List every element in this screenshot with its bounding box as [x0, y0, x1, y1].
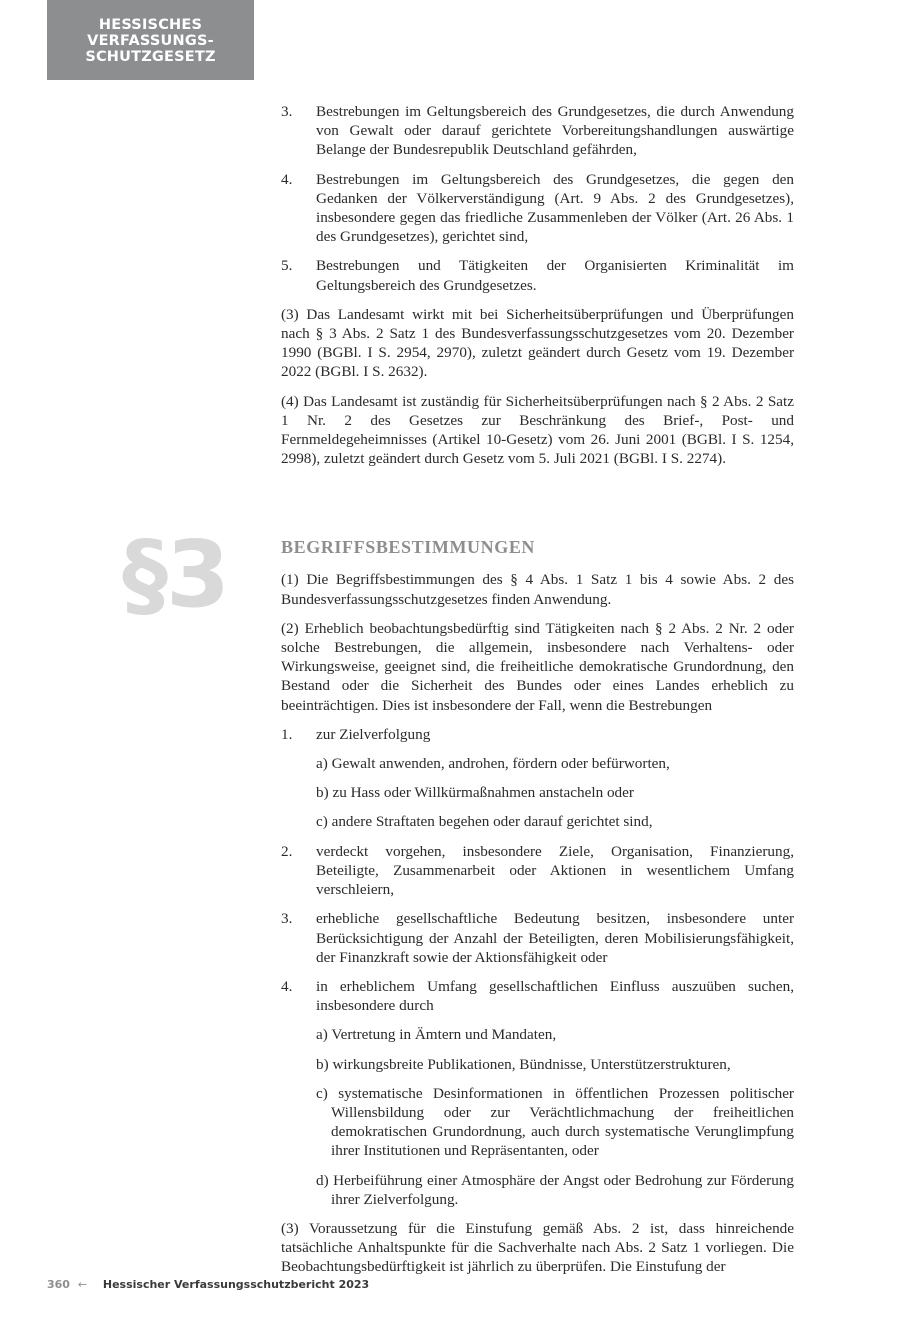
list-number: 4. [281, 170, 293, 188]
body-text [281, 102, 794, 1287]
chapter-header-line: SCHUTZGESETZ [85, 49, 216, 65]
page-number: 360 [47, 1278, 70, 1291]
paragraph: (3) Das Landesamt wirkt mit bei Sicherheitsüberprüfungen und Überprüfungen nach § 3 Abs. 2 Satz 1 des Bundesverfassungsschutzgesetzes vom 20. Dezember 1990 (BGBl. I S. 2954, 2970), zuletzt geändert durch Gesetz vom 19. Dezember 2022 (BGBl. I S. 2632). [281, 305, 794, 381]
paragraph: (3) Voraussetzung für die Einstufung gemäß Abs. 2 ist, dass hinreichende tatsächliche Anhaltspunkte für die Sachverhalte nach Abs. 2 Satz 1 vorliegen. Die Beobachtungsbedürftigkeit ist jährlich zu überprüfen. Die Einstufung der [281, 1219, 794, 1276]
list-item [281, 102, 794, 160]
list-item [281, 256, 794, 294]
list-item [281, 170, 794, 247]
list-number: 1. [281, 725, 293, 743]
section-mark: §3 [122, 521, 229, 628]
list-item [281, 977, 794, 1015]
chapter-header-line: HESSISCHES [98, 17, 203, 33]
list-number: 3. [281, 910, 293, 928]
publication-title: Hessischer Verfassungsschutzbericht 2023 [102, 1278, 370, 1291]
list-text: Bestrebungen im Geltungsbereich des Grundgesetzes, die durch Anwendung von Gewalt oder darauf gerichtete Vorbereitungshandlungen auswärtige Belange der Bundesrepublik Deutschland gefährden, [316, 103, 794, 159]
list-text: erhebliche gesellschaftliche Bedeutung besitzen, insbesondere unter Berücksichtigung der Anzahl der Beteiligten, deren Mobilisierungsfähigkeit, der Finanzkraft sowie der Aktionsfähigkeit oder [316, 910, 794, 966]
paragraph: (1) Die Begriffsbestimmungen des § 4 Abs. 1 Satz 1 bis 4 sowie Abs. 2 des Bundesverfassungsschutzgesetzes finden Anwendung. [281, 571, 794, 608]
list-number: 2. [281, 842, 293, 860]
chapter-header-line: VERFASSUNGS- [87, 33, 214, 49]
sub-item: d) Herbeiführung einer Atmosphäre der Angst oder Bedrohung zur Förderung ihrer Zielverfolgung. [316, 1171, 794, 1208]
page-footer [47, 1278, 369, 1291]
sub-item: b) wirkungsbreite Publikationen, Bündnisse, Unterstützerstrukturen, [316, 1055, 731, 1073]
sub-item: a) Vertretung in Ämtern und Mandaten, [316, 1026, 557, 1044]
section-heading: BEGRIFFSBESTIMMUNGEN [281, 537, 536, 558]
paragraph: (4) Das Landesamt ist zuständig für Sicherheitsüberprüfungen nach § 2 Abs. 2 Satz 1 Nr. 2 des Gesetzes zur Beschränkung des Brief-, Post- und Fernmeldegeheimnisses (Artikel 10-Gesetz) vom 26. Juni 2001 (BGBl. I S. 1254, 2998), zuletzt geändert durch Gesetz vom 5. Juli 2021 (BGBl. I S. 2274). [281, 392, 794, 468]
sub-item: c) systematische Desinformationen in öffentlichen Prozessen politischer Willensbildung oder zur Verächtlichmachung der freiheitlichen demokratischen Grundordnung, auch durch systematische Verunglimpfung ihrer Institutionen und Repräsentanten, oder [316, 1084, 794, 1160]
list-text: verdeckt vorgehen, insbesondere Ziele, Organisation, Finanzierung, Beteiligte, Zusammenarbeit oder Aktionen in wesentlichem Umfang verschleiern, [316, 842, 794, 899]
list-text: in erheblichem Umfang gesellschaftlichen Einfluss auszuüben suchen, insbesondere durch [316, 977, 794, 1015]
list-item [281, 909, 794, 967]
chapter-header-tab [47, 0, 254, 80]
sub-item: a) Gewalt anwenden, androhen, fördern oder befürworten, [316, 755, 670, 773]
list-number: 5. [281, 257, 293, 275]
paragraph: (2) Erheblich beobachtungsbedürftig sind Tätigkeiten nach § 2 Abs. 2 Nr. 2 oder solche Bestrebungen, die allgemein, insbesondere nach Verhaltens- oder Wirkungsweise, geeignet sind, die freiheitliche demokratische Grundordnung, den Bestand oder die Sicherheit des Bundes oder eines Landes erheblich zu beeinträchtigen. Dies ist insbesondere der Fall, wenn die Bestrebungen [281, 619, 794, 714]
list-text: Bestrebungen und Tätigkeiten der Organisierten Kriminalität im Geltungsbereich des Grundgesetzes. [316, 257, 794, 294]
list-number: 3. [281, 103, 293, 120]
list-text: Bestrebungen im Geltungsbereich des Grundgesetzes, die gegen den Gedanken der Völkerverständigung (Art. 9 Abs. 2 des Grundgesetzes), insbesondere gegen das friedliche Zusammenleben der Völker (Art. 26 Abs. 1 des Grundgesetzes), gerichtet sind, [316, 170, 794, 246]
list-item [281, 725, 794, 744]
sub-item: b) zu Hass oder Willkürmaßnahmen anstacheln oder [316, 784, 634, 802]
list-text: zur Zielverfolgung [316, 725, 431, 743]
back-arrow-icon[interactable]: ← [77, 1278, 88, 1291]
list-number: 4. [281, 977, 293, 995]
list-item [281, 842, 794, 900]
sub-item: c) andere Straftaten begehen oder darauf gerichtet sind, [316, 813, 653, 831]
